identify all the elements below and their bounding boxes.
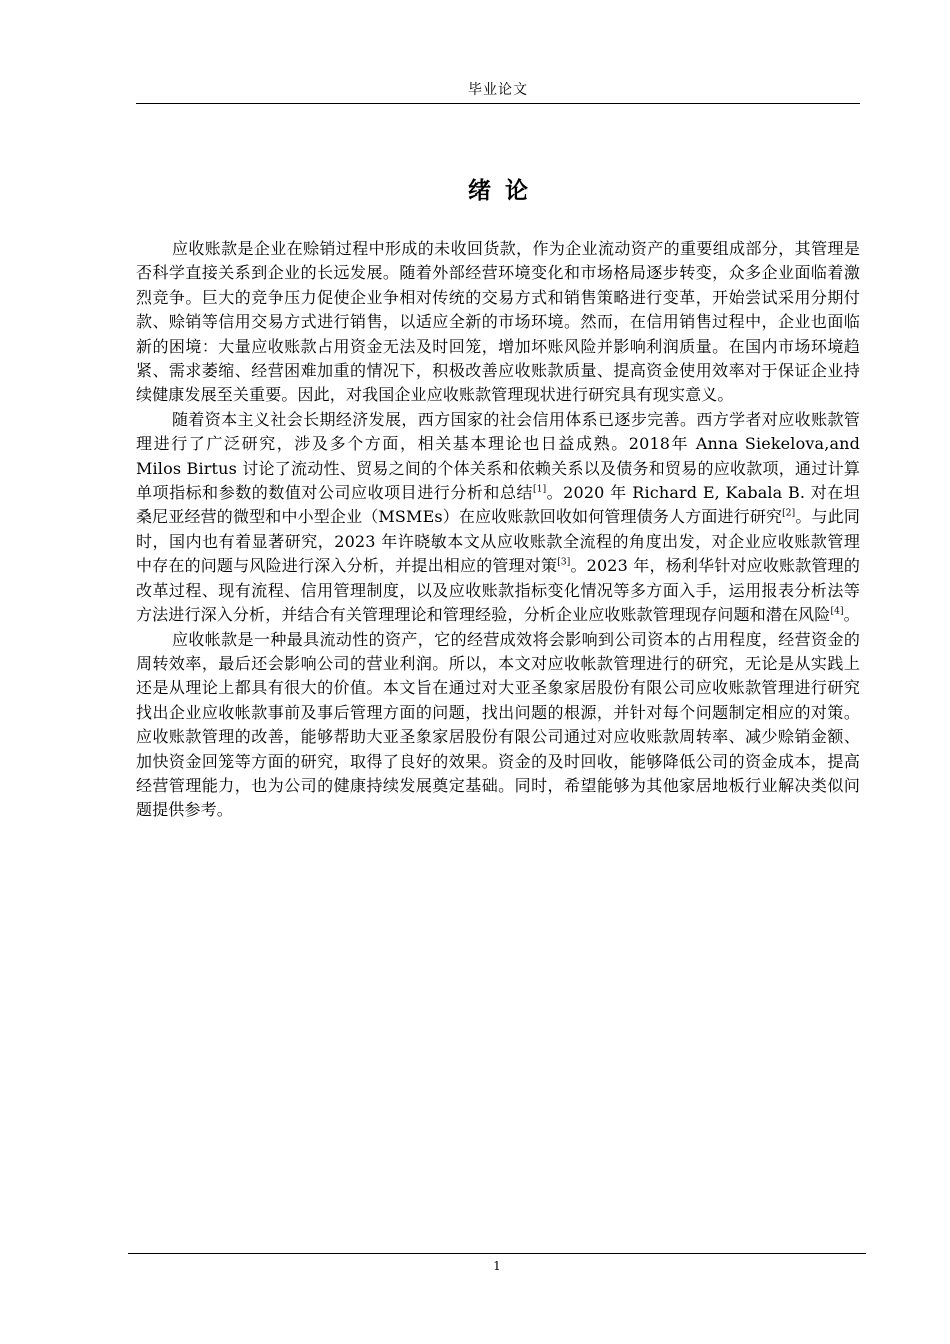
body-text	[136, 237, 860, 823]
page-number: 1	[493, 1259, 501, 1273]
paragraph-3: 应收帐款是一种最具流动性的资产，它的经营成效将会影响到公司资本的占用程度，经营资金的周转效率，最后还会影响公司的营业利润。所以，本文对应收帐款管理进行的研究，无论是从实践上还是从理论上都具有很大的价值。本文旨在通过对大亚圣象家居股份有限公司应收账款管理进行研究找出企业应收帐款事前及事后管理方面的问题，找出问题的根源，并针对每个问题制定相应的对策。应收账款管理的改善，能够帮助大亚圣象家居股份有限公司通过对应收账款周转率、减少赊销金额、加快资金回笼等方面的研究，取得了良好的效果。资金的及时回收，能够降低公司的资金成本，提高经营管理能力，也为公司的健康持续发展奠定基础。同时，希望能够为其他家居地板行业解决类似问题提供参考。	[136, 629, 860, 820]
running-header: 毕业论文	[468, 82, 528, 98]
footer-divider	[128, 1253, 866, 1254]
paragraph-2-text: 。	[843, 605, 860, 625]
chapter-title: 绪论	[468, 177, 542, 204]
paragraph-2	[136, 408, 860, 628]
citation-2: [2]	[782, 509, 796, 520]
paragraph-2-text: 。与此同时，国内也有着显著研究，2023 年许晓敏本文从应收账款全流程的角度出发，对企业应收账款管理中存在的问题与风险进行深入分析，并提出相应的管理对策	[136, 507, 860, 576]
citation-3: [3]	[557, 557, 571, 568]
citation-4: [4]	[830, 606, 844, 617]
paragraph-2-text: 随着资本主义社会长期经济发展，西方国家的社会信用体系已逐步完善。西方学者对应收账款管理进行了广泛研究，涉及多个方面，相关基本理论也日益成熟。2018年 Anna Siekelova,and Milos Birtus 讨论了流动性、贸易之间的个体关系和依赖关系以及债务和贸易的应收款项，通过计算单项指标和参数的数值对公司应收项目进行分析和总结	[136, 409, 860, 503]
header-divider	[136, 103, 860, 104]
paragraph-2-text: 。2020 年 Richard E, Kabala B. 对在坦桑尼亚经营的微型和中小型企业（MSMEs）在应收账款回收如何管理债务人方面进行研究	[136, 483, 860, 527]
paragraph-2-text: 。2023 年，杨利华针对应收账款管理的改革过程、现有流程、信用管理制度，以及应收账款指标变化情况等多方面入手，运用报表分析法等方法进行深入分析，并结合有关管理理论和管理经验，分析企业应收账款管理现存问题和潜在风险	[136, 556, 860, 625]
paragraph-1: 应收账款是企业在赊销过程中形成的未收回货款，作为企业流动资产的重要组成部分，其管理是否科学直接关系到企业的长远发展。随着外部经营环境变化和市场格局逐步转变，众多企业面临着激烈竞争。巨大的竞争压力促使企业争相对传统的交易方式和销售策略进行变革，开始尝试采用分期付款、赊销等信用交易方式进行销售，以适应全新的市场环境。然而，在信用销售过程中，企业也面临新的困境：大量应收账款占用资金无法及时回笼，增加坏账风险并影响利润质量。在国内市场环境趋紧、需求萎缩、经营困难加重的情况下，积极改善应收账款质量、提高资金使用效率对于保证企业持续健康发展至关重要。因此，对我国企业应收账款管理现状进行研究具有现实意义。	[136, 239, 860, 405]
citation-1: [1]	[533, 484, 547, 495]
